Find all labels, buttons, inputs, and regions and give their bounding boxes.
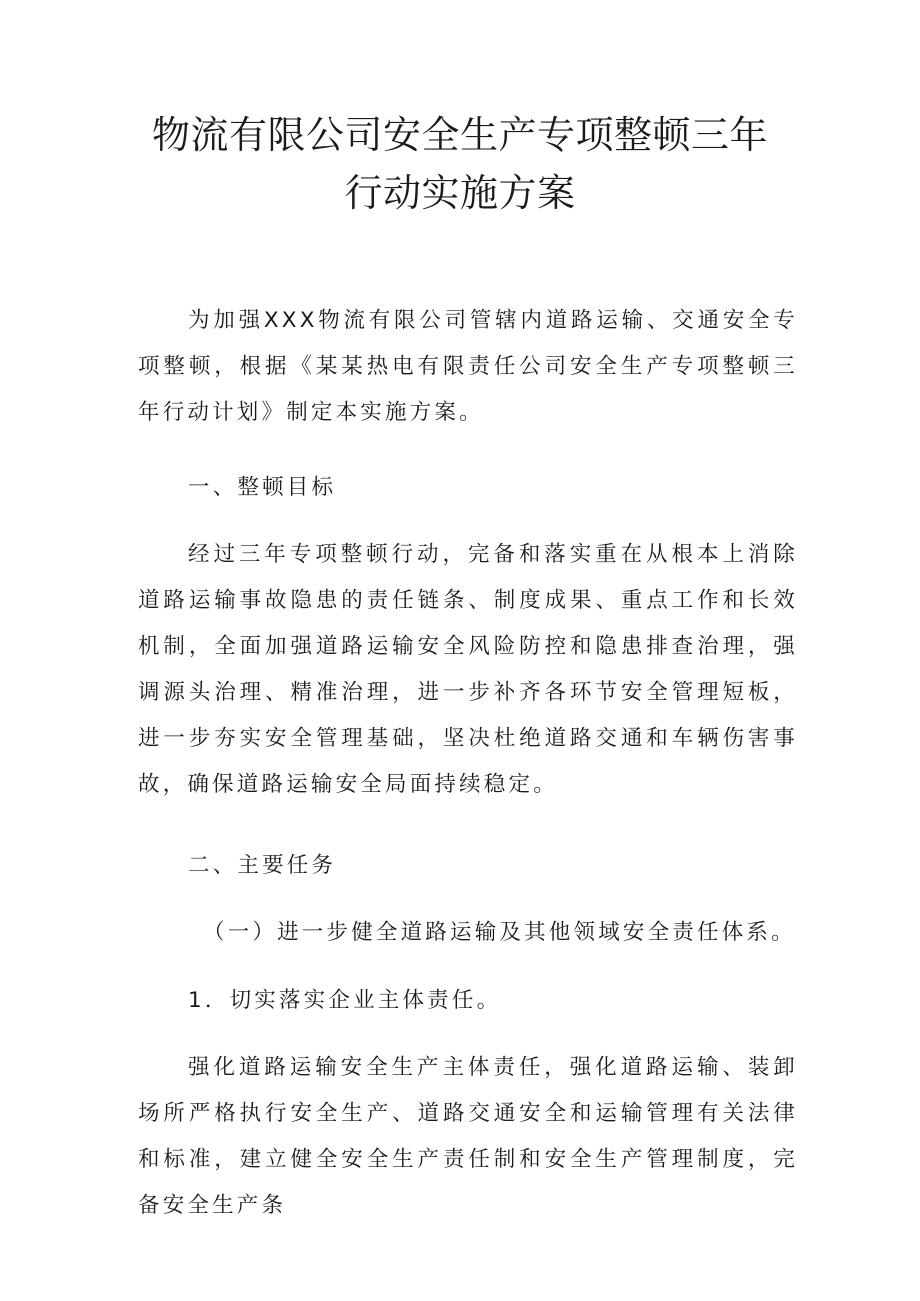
intro-paragraph: 为加强XXX物流有限公司管辖内道路运输、交通安全专项整顿，根据《某某热电有限责任公司安全生产专项整顿三年行动计划》制定本实施方案。	[138, 308, 798, 425]
subsection-heading: （一）进一步健全道路运输及其他领域安全责任体系。	[203, 920, 796, 945]
item-heading: 1．切实落实企业主体责任。	[188, 988, 502, 1013]
item-paragraph: 强化道路运输安全生产主体责任，强化道路运输、装卸场所严格执行安全生产、道路交通安全和运输管理有关法律和标准，建立健全安全生产责任制和安全生产管理制度，完备安全生产条	[138, 1055, 798, 1218]
document-title: 物流有限公司安全生产专项整顿三年行动实施方案	[151, 113, 768, 215]
section-heading-tasks: 二、主要任务	[188, 853, 337, 878]
section-heading-goals: 一、整顿目标	[188, 475, 337, 500]
goals-paragraph: 经过三年专项整顿行动，完备和落实重在从根本上消除道路运输事故隐患的责任链条、制度成果、重点工作和长效机制，全面加强道路运输安全风险防控和隐患排查治理，强调源头治理、精准治理，进一步补齐各环节安全管理短板，进一步夯实安全管理基础，坚决杜绝道路交通和车辆伤害事故，确保道路运输安全局面持续稳定。	[138, 542, 798, 797]
